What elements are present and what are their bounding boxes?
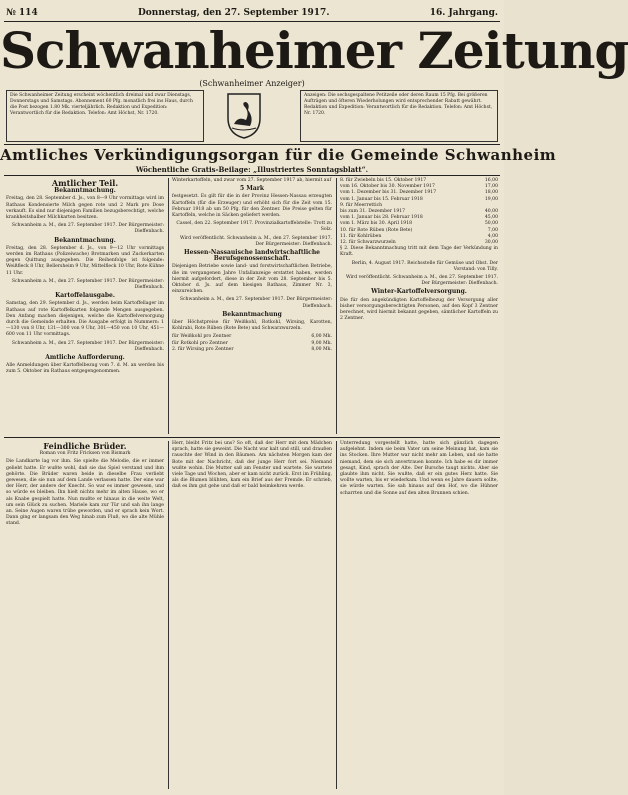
row-value: 40,00 xyxy=(484,209,498,215)
swan-emblem-icon xyxy=(220,90,268,140)
header-bar xyxy=(6,8,498,20)
notice-signature: Schwanheim a. M., den 27. September 1917. Der Bürgermeister: Dieffenbach. xyxy=(11,223,164,235)
row-value: 7,00 xyxy=(487,227,498,233)
official-heading: Amtlicher Teil. xyxy=(51,178,119,188)
advertising-info-box: Anzeigen: Die sechsgespaltene Petitzeile oder deren Raum 15 Pfg. Bei größeren Aufträgen und öfteren Wiederholungen wird entsprechender Rabatt gewährt. Redaktion und Expedition: Verantwortlich für die Redaktion. Telefon: Amt Höchst, Nr. 1720. xyxy=(300,90,498,142)
item-label: 2. für Wirsing pro Zentner xyxy=(172,346,234,352)
row-label: vom 1. Januar bis 28. Februar 1918 xyxy=(340,215,423,221)
price-text: festgesetzt. Es gilt für die in der Provinz Hessen-Nassau erzeugten Kartoffeln (für die Erzeuger) und erhöht sich für die Zeit vom 15. Februar 1918 ab um 50 Pfg. für den Zentner. Die Preise gelten für Kartoffeln, welche in Säcken geliefert werden. xyxy=(172,194,332,219)
volume: 16. Jahrgang. xyxy=(429,8,498,18)
notice-signature: Schwanheim a. M., den 27. September 1917. Der Bürgermeister: Dieffenbach. xyxy=(11,278,164,291)
novel-author: Roman von Fritz Fricksen von Bismark xyxy=(39,451,131,457)
cooperative-text: Diejenigen Betriebe sowie land- und forstwirtschaftlichen Betriebe, die im vergangenen Jahre Unfallanzeige erstattet haben, werden hiermit aufgefordert, diese in der Zeit vom 28. September bis 5. Oktober d. Js. auf dem hiesigen Rathaus, Zimmer Nr. 3, einzureichen. xyxy=(172,264,332,295)
masthead-subtitle: (Schwanheimer Anzeiger) xyxy=(199,79,305,88)
issue-date: Donnerstag, den 27. September 1917. xyxy=(137,8,330,18)
notice-text: Samstag, den 29. September d. Js., werden beim Kartoffellager im Rathaus auf rote Kartoffelkarten folgende Mengen ausgegeben. Den Anfang machen diejenigen, welche die Kartoffelversorgung durch die Gemeinde erhalten. Die Ausgabe erfolgt in Nummern: 1—130 von 8 Uhr, 131—300 von 9 Uhr, 301—450 von 10 Uhr, 451—600 von 11 Uhr vormittags. xyxy=(6,301,164,338)
effective-note: § 2. Diese Bekanntmachung tritt mit dem Tage der Verkündung in Kraft. xyxy=(340,246,498,258)
maxprice-heading: Bekanntmachung xyxy=(222,310,282,318)
row-label: 11. für Kohlrüben xyxy=(340,233,382,239)
row-label: bis zum 31. Dezember 1917 xyxy=(340,209,406,215)
official-organ-title: Amtliches Verkündigungsorgan für die Gemeinde Schwanheim xyxy=(0,146,557,164)
row-label: 8. für Zwiebeln bis 15. Oktober 1917 xyxy=(340,178,427,183)
novel-column-2 xyxy=(172,441,332,789)
item-label: für Rotkohl pro Zentner xyxy=(172,340,228,346)
feuilleton-rule xyxy=(4,437,500,438)
published-note: Wird veröffentlicht. Schwanheim a. M., den 27. September 1917. Der Bürgermeister: Dieffenbach. xyxy=(179,235,332,247)
cooperative-signature: Schwanheim a. M., den 27. September 1917. Der Bürgermeister: Dieffenbach. xyxy=(179,297,332,309)
info-row xyxy=(6,90,498,142)
row-value: 45,00 xyxy=(484,215,498,221)
notice-1 xyxy=(6,188,164,235)
novel-text: Die Landkarte lag vor ihm. Sie spielte die Melodie, die er immer geliebt hatte. Er wußte wohl, daß sie das Spiel verstand und ihm gehörte. Die Brüder waren beide in dieselbe Frau verliebt gewesen, die sie nun auf dem Lande verlassen hatte. Der eine war der Herr, der andere der Knecht. So war es immer gewesen, und so würde es bleiben. Ihn hielt nichts mehr im alten Hause, wo er als Knabe gespielt hatte. Nun mußte er hinaus in die weite Welt, um sein Glück zu suchen. Mariele kam zur Tür und sah ihn lange an. Seine Augen waren trübe geworden, und er sprach kein Wort. Dann ging er langsam den Weg hinab zum Fluß, wo die alte Mühle stand. xyxy=(6,459,164,527)
reich-signature: Berlin, 4. August 1917. Reichsstelle für Gemüse und Obst. Der Vorstand: von Tilly. xyxy=(351,260,498,272)
notice-title: Amtliche Aufforderung. xyxy=(45,354,125,362)
item-value: 8,00 Mk. xyxy=(311,346,332,352)
novel-column-1 xyxy=(6,441,164,789)
notice-title: Kartoffelausgabe. xyxy=(55,292,115,300)
official-column xyxy=(6,178,164,434)
row-label: 10. für Rote Rüben (Rote Bete) xyxy=(340,227,413,233)
item-label: für Weißkohl pro Zentner xyxy=(172,334,232,340)
price-signature: Cassel, den 22. September 1917. Provinzialkartoffelstelle: Trott zu Solz. xyxy=(176,221,332,233)
row-label: 9. für Meerrettich xyxy=(340,202,383,208)
notice-title: Bekanntmachung. xyxy=(54,187,116,195)
row-value: 30,00 xyxy=(484,240,498,246)
winter-potato-heading: Winter-Kartoffelversorgung. xyxy=(371,288,467,296)
novel-column-3 xyxy=(340,441,498,789)
issue-number: № 114 xyxy=(6,8,38,18)
row-value: 16,00 xyxy=(484,178,498,183)
organ-rule-top xyxy=(4,144,500,145)
row-label: vom 1. Dezember bis 31. Dezember 1917 xyxy=(340,190,437,196)
notice-3 xyxy=(6,293,164,353)
row-label: vom 16. Oktober bis 30. November 1917 xyxy=(340,184,435,190)
novel-text: Herr, bleibt Fritz bei uns? So oft, daß der Herr mit dem Mädchen sprach, hatte sie geweint. Die Nacht war kalt und still, und draußen rauschte der Wind in den Bäumen. Am nächsten Morgen kam der Bote mit der Nachricht, daß der junge Herr fort sei. Niemand wußte wohin. Die Mutter saß am Fenster und wartete. Sie wartete viele Tage und Wochen, aber er kam nicht zurück. Erst im Frühling, als die Blumen blühten, kam ein Brief aus der Fremde. Er schrieb, daß es ihm gut gehe und daß er bald heimkehren werde. xyxy=(172,441,332,490)
notice-title: Bekanntmachung. xyxy=(54,236,116,244)
vegetable-price-column xyxy=(340,178,498,434)
row-label: vom 1. Januar bis 15. Februar 1918 xyxy=(340,196,423,202)
column-divider xyxy=(168,178,169,434)
novel-title: Feindliche Brüder. xyxy=(43,441,127,451)
column-divider xyxy=(336,441,337,789)
novel-text: Unterredung vorgestellt hatte, hatte sich gänzlich dagegen aufgelehnt. Indem sie beim Vater um seine Meinung bat, kam sie ins Stocken. Ihre Mutter war nicht mehr am Leben, und sie hatte niemand, dem sie sich anvertrauen konnte. Ich habe es dir immer gesagt, Kind, sprach der Alte. Der Bursche taugt nichts. Aber sie glaubte ihm nicht. Sie wußte, daß er ein gutes Herz hatte. Sie wollte warten, bis er wiederkam. Und wenn es Jahre dauern sollte, sie würde warten. Sie sah hinaus auf den Hof, wo die Hühner scharrten und die Sonne auf den alten Brunnen schien. xyxy=(340,441,498,496)
row-value: 18,00 xyxy=(484,190,498,196)
subscription-info-box: Die Schwanheimer Zeitung erscheint wöchentlich dreimal und zwar Dienstags, Donnerstags und Samstags. Abonnement 60 Pfg. monatlich frei ins Haus, durch die Post bezogen 1.80 Mk. vierteljährlich. Redaktion und Expedition: Verantwortlich für die Redaktion. Telefon: Amt Höchst, Nr. 1720. xyxy=(6,90,204,142)
maxprice-text: über Höchstpreise für Weißkohl, Rotkohl, Wirsing, Karotten, Kohlrabi, Rote Rüben (Rote Bete) und Schwarzwurzeln. xyxy=(172,320,332,332)
row-label: vom 1. März bis 30. April 1918 xyxy=(340,221,413,227)
notice-text: Freitag, den 28. September d. Js., von 9—12 Uhr vormittags werden im Rathaus (Polizeiwache) Brotmarken und Zuckerkarten gegen Quittung ausgegeben. Die Reihenfolge ist folgende: Weißfleck 8 Uhr, Bellersheim 9 Uhr, Mittelfleck 10 Uhr, Rote Kühne 11 Uhr. xyxy=(6,245,164,276)
row-value: 4,00 xyxy=(487,233,498,239)
organ-rule-bottom xyxy=(4,175,500,176)
row-label: 12. für Schwarzwurzeln xyxy=(340,240,396,246)
item-value: 6,00 Mk. xyxy=(311,334,332,340)
notice-4 xyxy=(6,355,164,376)
price-list-item xyxy=(172,347,332,353)
published-note: Wird veröffentlicht. Schwanheim a. M., den 27. September 1917. Der Bürgermeister: Dieffenbach. xyxy=(345,275,498,287)
price-intro: Winterkartoffeln, und zwar vom 27. September 1917 ab, hiermit auf xyxy=(172,178,332,183)
notice-signature: Schwanheim a. M., den 27. September 1917. Der Bürgermeister: Dieffenbach. xyxy=(11,340,164,352)
potato-price-column xyxy=(172,178,332,434)
price-value: 5 Mark xyxy=(239,185,265,193)
column-divider xyxy=(336,178,337,434)
cooperative-heading: Hessen-Nassauische landwirtschaftliche Berufsgenossenschaft. xyxy=(184,249,320,263)
item-value: 9,00 Mk. xyxy=(311,340,332,346)
notice-text: Freitag, den 28. September d. Js., von 8—9 Uhr vormittags wird im Rathaus Kondensierte Milch gegen rote und 2 Mark pro Dose verkauft. Es sind nur diejenigen Familien bezugsberechtigt, welche krankheitshalber Milchkarten besitzen. xyxy=(6,196,164,221)
masthead-title: Schwanheimer Zeitung xyxy=(0,21,628,80)
supplement-line: Wöchentliche Gratis-Beilage: „Illustriertes Sonntagsblatt“. xyxy=(135,165,369,174)
row-value: 50,00 xyxy=(484,221,498,227)
row-value: 19,00 xyxy=(484,196,498,202)
row-value: 17,00 xyxy=(484,184,498,190)
notice-text: Alle Anmeldungen über Kartoffelbezug vom 7. d. M. an werden bis zum 5. Oktober im Rathaus entgegengenommen. xyxy=(6,363,164,375)
winter-potato-text: Die für den angekündigten Kartoffelbezug der Versorgung aller bisher versorgungsberechtigten Personen, auf den Kopf 3 Zentner berechnet, wird hiermit bekannt gegeben, sämtlicher Kartoffeln zu 2 Zentner. xyxy=(340,297,498,322)
notice-2 xyxy=(6,238,164,292)
column-divider xyxy=(168,441,169,789)
